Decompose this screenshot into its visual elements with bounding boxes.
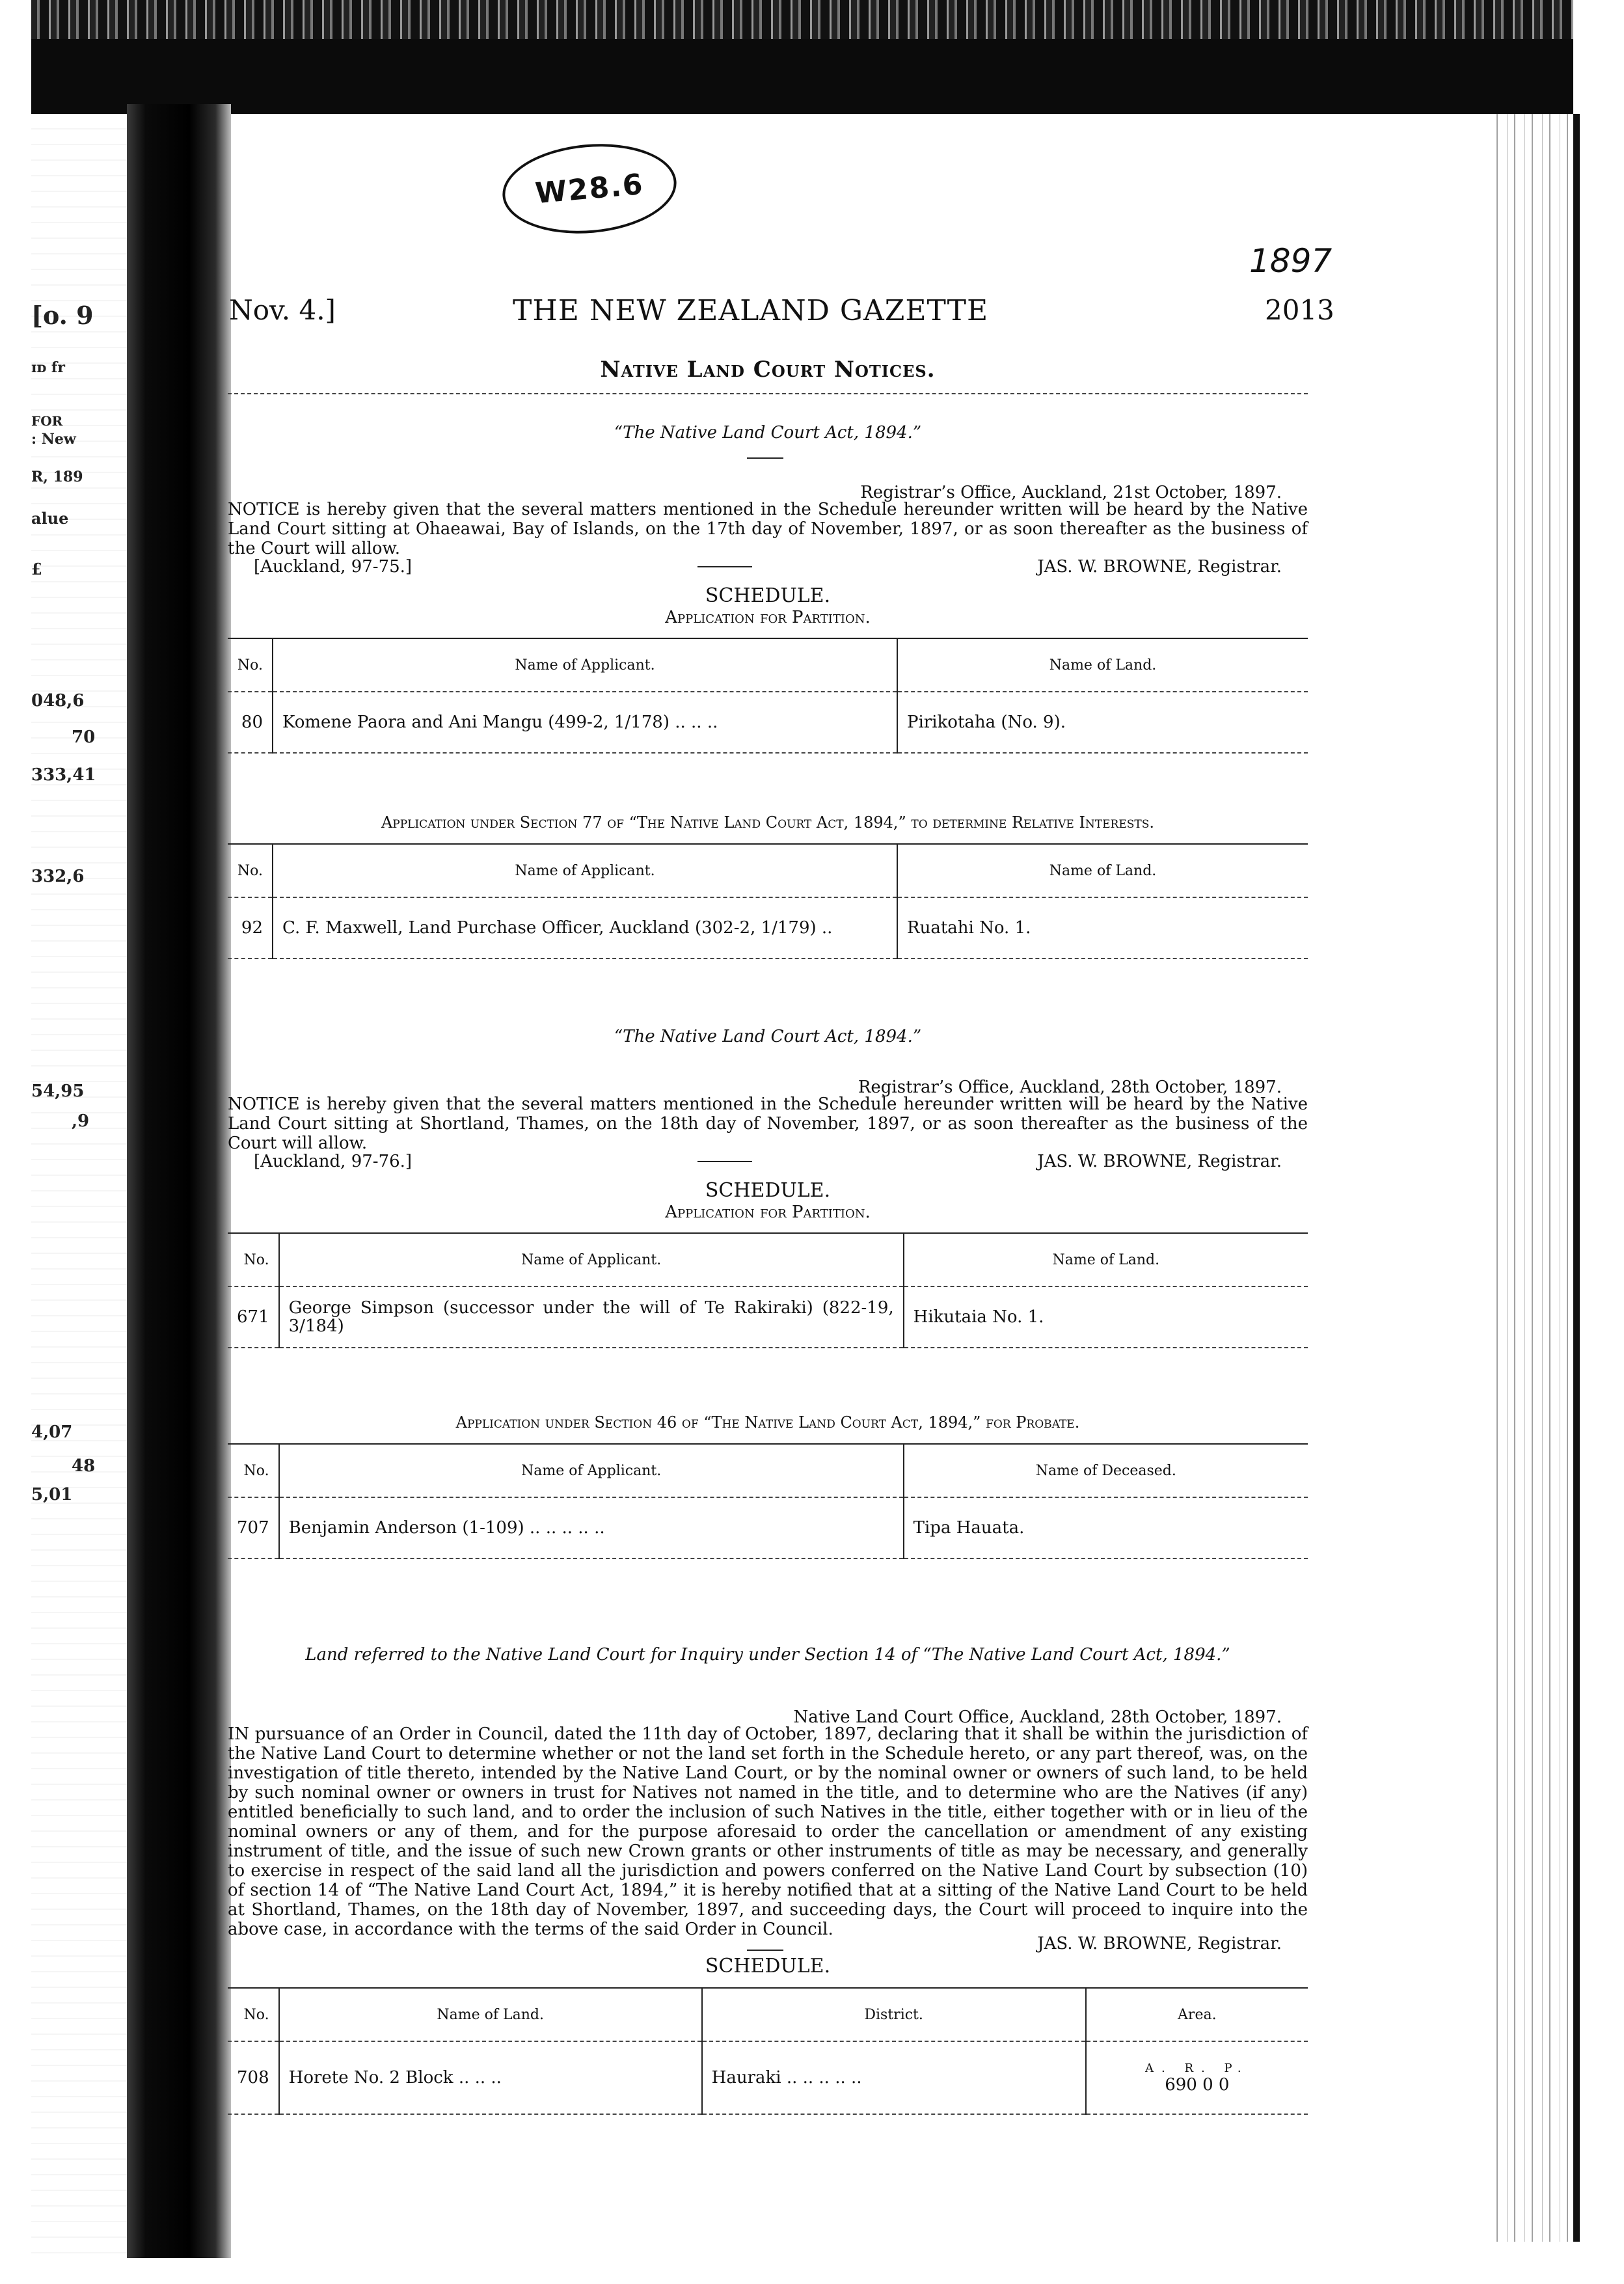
facing-page-fragment: 70 [72, 727, 96, 747]
notice3-office-date: Native Land Court Office, Auckland, 28th October, 1897. [793, 1707, 1282, 1727]
cell-land: Ruatahi No. 1. [897, 897, 1308, 958]
notice1-body: NOTICE is hereby given that the several matters mentioned in the Schedule hereunder written will be heard by the Native Land Court sitting at Ohaeawai, Bay of Islands, on the 17th day of November, 1897, or as soon thereafter as the business of the Court will allow. [228, 500, 1308, 558]
notice2-act-title: “The Native Land Court Act, 1894.” [614, 1027, 922, 1046]
col-header-applicant: Name of Applicant. [273, 844, 897, 897]
facing-page-fragment: : New [31, 431, 76, 448]
notice2-table2-caption: Application under Section 46 of “The Native Land Court Act, 1894,” for Probate. [455, 1413, 1080, 1432]
facing-page-fragment: [o. 9 [31, 301, 94, 330]
col-header-land: Name of Land. [897, 638, 1308, 692]
facing-page-fragment: ɪᴅ fr [31, 359, 65, 376]
cell-deceased: Tipa Hauata. [904, 1497, 1308, 1558]
schedule-table-probate [228, 1443, 1308, 1559]
handwritten-year: 1897 [1249, 242, 1333, 280]
notice1-signature: JAS. W. BROWNE, Registrar. [1037, 557, 1282, 577]
facing-page-fragment: alue [31, 509, 69, 528]
col-header-district: District. [702, 1988, 1086, 2041]
cell-area [1086, 2041, 1308, 2114]
schedule-table-partition-2 [228, 1232, 1308, 1348]
schedule-table-partition-1 [228, 638, 1308, 754]
col-header-no: No. [228, 638, 273, 692]
issue-date: Nov. 4.] [229, 294, 336, 326]
scan-top-noise [31, 0, 1573, 39]
notice2-body: NOTICE is hereby given that the several matters mentioned in the Schedule hereunder written will be heard by the Native Land Court sitting at Shortland, Thames, on the 18th day of November, 1897, or as soon thereafter as the business of the Court will allow. [228, 1094, 1308, 1153]
notice2-schedule-title: SCHEDULE. [705, 1179, 831, 1202]
cell-applicant: George Simpson (successor under the will of Te Rakiraki) (822-19, 3/184) [279, 1286, 904, 1348]
table-row [228, 2041, 1308, 2114]
notice1-table2-caption: Application under Section 77 of “The Native Land Court Act, 1894,” to determine Relative Interests. [381, 813, 1155, 832]
notice3-title: Land referred to the Native Land Court for Inquiry under Section 14 of “The Native Land Court Act, 1894.” [305, 1645, 1230, 1665]
col-header-no: No. [228, 1988, 279, 2041]
cell-applicant: Benjamin Anderson (1-109) .. .. .. .. .. [279, 1497, 904, 1558]
col-header-land: Name of Land. [904, 1233, 1308, 1286]
notice1-act-title: “The Native Land Court Act, 1894.” [614, 423, 922, 442]
facing-page-fragment: 48 [72, 1456, 96, 1476]
book-spine-shadow [127, 104, 231, 2258]
col-header-applicant: Name of Applicant. [279, 1444, 904, 1497]
facing-page-fragment: 54,95 [31, 1081, 85, 1101]
area-value: 690 0 0 [1165, 2074, 1230, 2095]
table-row [228, 1286, 1308, 1348]
facing-page-fragment: 333,41 [31, 765, 96, 785]
cell-no: 80 [228, 692, 273, 753]
facing-page-fragment: FOR [31, 413, 63, 429]
notice2-office-date: Registrar’s Office, Auckland, 28th October, 1897. [858, 1078, 1282, 1097]
col-header-land: Name of Land. [279, 1988, 702, 2041]
notice2-table1-caption: Application for Partition. [665, 1203, 871, 1222]
table-row [228, 1497, 1308, 1558]
facing-page-fragment: R, 189 [31, 469, 83, 485]
section-heading: Native Land Court Notices. [600, 357, 936, 383]
cell-applicant: Komene Paora and Ani Mangu (499-2, 1/178) .. .. .. [273, 692, 897, 753]
table-row [228, 692, 1308, 753]
facing-page-fragment: 332,6 [31, 867, 85, 886]
col-header-area: Area. [1086, 1988, 1308, 2041]
schedule-table-inquiry [228, 1987, 1308, 2115]
facing-page-fragment: 5,01 [31, 1485, 73, 1504]
notice2-signature: JAS. W. BROWNE, Registrar. [1037, 1152, 1282, 1171]
notice1-schedule-title: SCHEDULE. [705, 584, 831, 607]
divider [228, 393, 1308, 394]
facing-page-fragment: ,9 [72, 1111, 90, 1131]
notice3-body: IN pursuance of an Order in Council, dated the 11th day of October, 1897, declaring that it shall be within the jurisdiction of the Native Land Court to determine whether or not the land set forth in the Schedule hereto, or any part thereof, was, on the investigation of title thereto, intended by the Native Land Court, or by the nominal owner or owners of such land, to be held by such nominal owner or owners in trust for Natives not named in the title, and to determine who are the Natives (if any) entitled beneficially to such land, and to order the inclusion of such Natives in the title, either together with or in lieu of the nominal owners or any of them, and for the purpose aforesaid to order the cancellation or amendment of any existing instrument of title, and the issue of such new Crown grants or other instruments of title as may be necessary, and generally to exercise in respect of the said land all the jurisdiction and powers conferred on the Native Land Court by subsection (10) of section 14 of “The Native Land Court Act, 1894,” it is hereby notified that at a sitting of the Native Land Court to be held at Shortland, Thames, on the 18th day of November, 1897, and succeeding days, the Court will proceed to inquire into the above case, in accordance with the terms of the said Order in Council. [228, 1724, 1308, 1939]
scan-right-edge-noise [1490, 114, 1575, 2242]
cell-land: Hikutaia No. 1. [904, 1286, 1308, 1348]
cell-no: 92 [228, 897, 273, 958]
col-header-no: No. [228, 844, 273, 897]
gazette-title: THE NEW ZEALAND GAZETTE [513, 294, 989, 327]
col-header-applicant: Name of Applicant. [273, 638, 897, 692]
cell-district: Hauraki .. .. .. .. .. [702, 2041, 1086, 2114]
cell-land: Pirikotaha (No. 9). [897, 692, 1308, 753]
col-header-applicant: Name of Applicant. [279, 1233, 904, 1286]
schedule-table-relative-interests [228, 843, 1308, 959]
col-header-deceased: Name of Deceased. [904, 1444, 1308, 1497]
facing-page-fragment: 4,07 [31, 1422, 73, 1442]
cell-land: Horete No. 2 Block .. .. .. [279, 2041, 702, 2114]
notice2-reference: [Auckland, 97-76.] [254, 1152, 413, 1171]
scan-right-edge [1573, 114, 1580, 2242]
table-row [228, 897, 1308, 958]
facing-page-fragment: 048,6 [31, 691, 85, 711]
cell-no: 671 [228, 1286, 279, 1348]
notice1-table1-caption: Application for Partition. [665, 608, 871, 627]
cell-applicant: C. F. Maxwell, Land Purchase Officer, Auckland (302-2, 1/179) .. [273, 897, 897, 958]
notice3-signature: JAS. W. BROWNE, Registrar. [1037, 1934, 1282, 1953]
archive-stamp: W28.6 [499, 137, 681, 241]
area-units: A. R. P. [1145, 2061, 1249, 2075]
cell-no: 707 [228, 1497, 279, 1558]
divider [747, 457, 783, 459]
cell-no: 708 [228, 2041, 279, 2114]
col-header-land: Name of Land. [897, 844, 1308, 897]
col-header-no: No. [228, 1444, 279, 1497]
notice1-reference: [Auckland, 97-75.] [254, 557, 413, 577]
notice1-office-date: Registrar’s Office, Auckland, 21st October, 1897. [860, 483, 1282, 502]
notice3-schedule-title: SCHEDULE. [705, 1955, 831, 1978]
facing-page-fragment: £ [31, 560, 42, 578]
col-header-no: No. [228, 1233, 279, 1286]
page-number: 2013 [1265, 294, 1334, 326]
